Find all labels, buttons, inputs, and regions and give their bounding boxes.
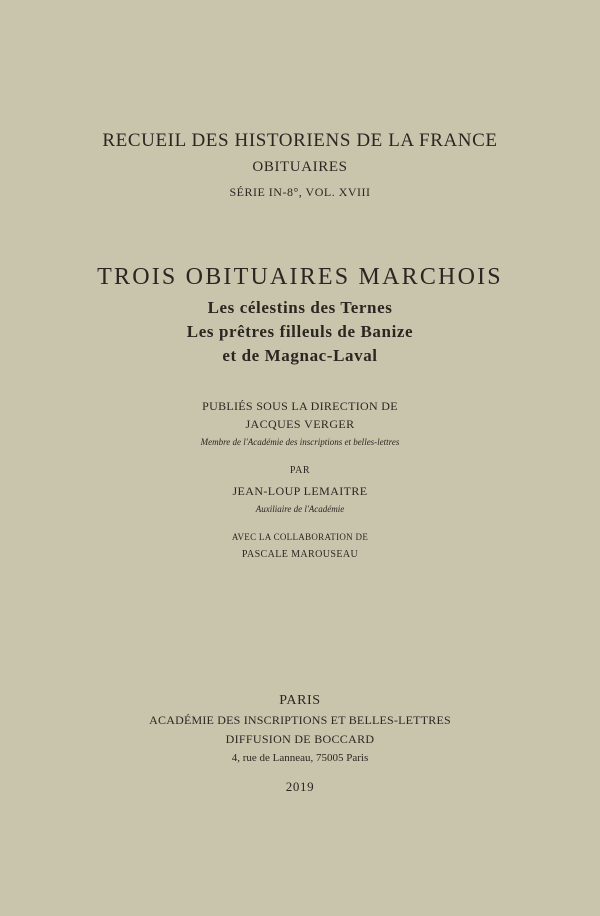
series-volume: SÉRIE IN-8°, VOL. XVIII: [229, 185, 371, 199]
book-title: TROIS OBITUAIRES MARCHOIS: [97, 264, 503, 290]
author-role: Auxiliaire de l'Académie: [255, 504, 345, 514]
author-name: JEAN-LOUP LEMAITRE: [232, 484, 368, 498]
book-subtitle-line: et de Magnac-Laval: [222, 346, 378, 365]
published-under-label: PUBLIÉS SOUS LA DIRECTION DE: [202, 399, 398, 413]
director-role: Membre de l'Académie des inscriptions et belles-lettres: [200, 437, 400, 447]
imprint-address: 4, rue de Lanneau, 75005 Paris: [231, 752, 369, 764]
imprint-publisher: ACADÉMIE DES INSCRIPTIONS ET BELLES-LETTRES: [149, 713, 451, 727]
series-subtitle: OBITUAIRES: [252, 159, 348, 175]
book-subtitle-line: Les prêtres filleuls de Banize: [186, 322, 414, 341]
imprint-distributor: DIFFUSION DE BOCCARD: [225, 732, 375, 746]
collaboration-label: AVEC LA COLLABORATION DE: [231, 532, 369, 542]
imprint-year: 2019: [285, 779, 315, 794]
imprint-city: PARIS: [279, 693, 321, 708]
book-subtitle-line: Les célestins des Ternes: [207, 298, 393, 317]
by-label: PAR: [289, 465, 311, 476]
collaborator-name: PASCALE MAROUSEAU: [241, 549, 359, 560]
series-title: RECUEIL DES HISTORIENS DE LA FRANCE: [102, 130, 498, 151]
director-name: JACQUES VERGER: [245, 417, 355, 431]
